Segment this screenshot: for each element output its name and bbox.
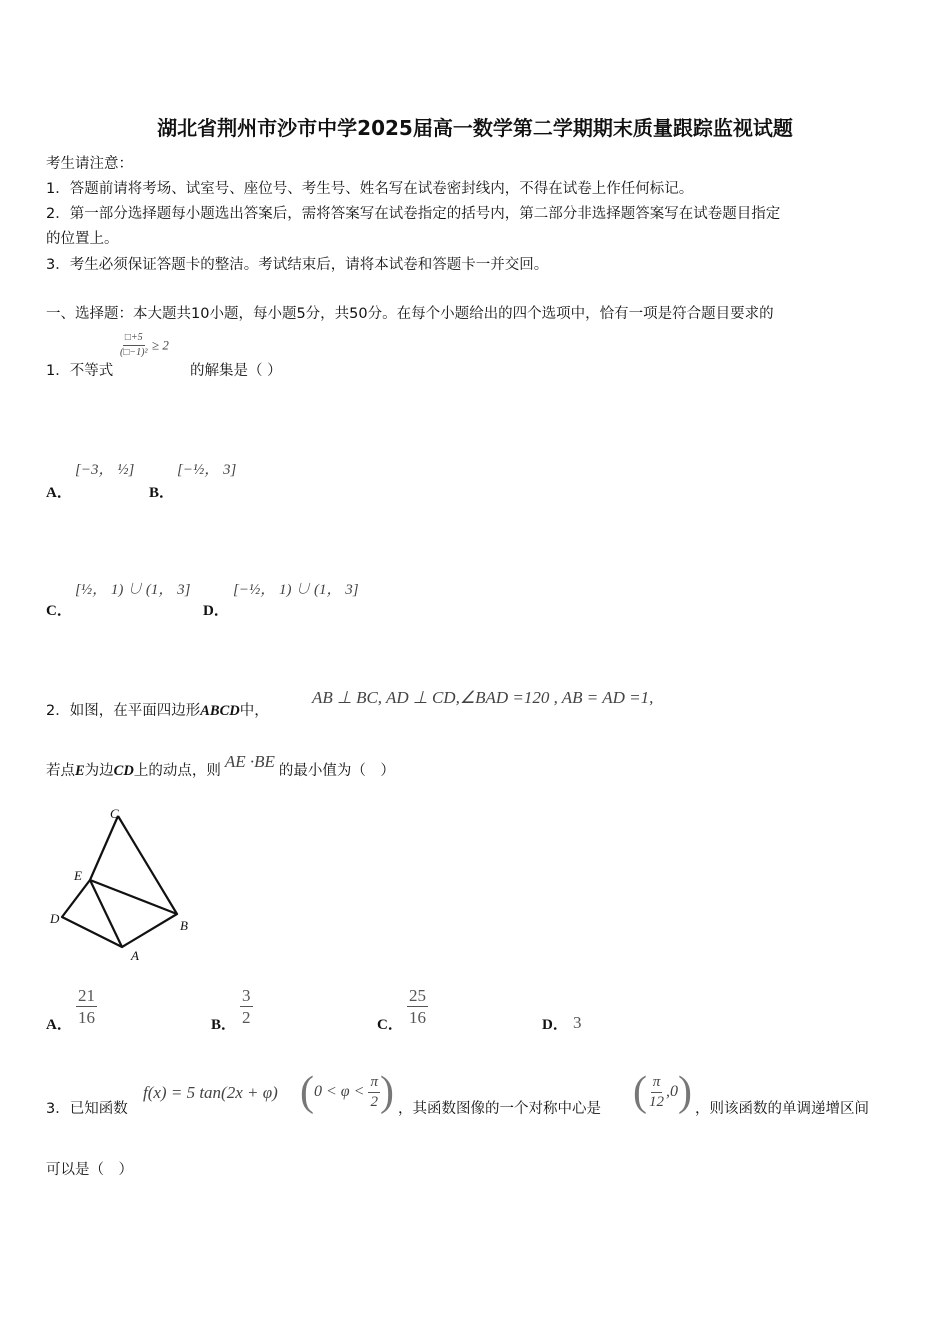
q2-line2-a: 若点	[46, 763, 75, 779]
q1-ineq-rhs: ≥ 2	[151, 337, 169, 353]
q1-ineq-numerator: □+5	[123, 333, 145, 346]
label-a: A	[131, 948, 139, 963]
q2-option-c-value	[407, 987, 428, 1026]
q3-cond-left: 0 < φ <	[314, 1083, 365, 1100]
q2-line1-mid: 中，	[239, 703, 269, 719]
q1-option-b-value: [−½， 3]	[177, 462, 237, 478]
q3-center-num: π	[651, 1075, 663, 1093]
q3-center-close-paren: )	[678, 1069, 692, 1115]
q1-ineq-denominator: (□−1)²	[120, 347, 148, 358]
q3-cond-close-paren: )	[379, 1069, 394, 1115]
q1-option-d-value: [−½， 1) ∪ (1， 3]	[233, 582, 359, 598]
q1-prefix: 1．不等式	[46, 363, 114, 379]
label-c: C	[110, 806, 119, 821]
q2-option-b-den: 2	[242, 1008, 251, 1027]
q2-edge-cd: CD	[113, 763, 134, 779]
q2-option-a-num: 21	[78, 986, 95, 1005]
section-heading: 一、选择题：本大题共10小题，每小题5分，共50分。在每个小题给出的四个选项中，恰有一项是符合题目要求的	[46, 306, 774, 322]
q3-center	[633, 1071, 692, 1113]
q3-function: f(x) = 5 tan(2x + φ)	[143, 1083, 278, 1102]
label-b: B	[180, 918, 188, 933]
q1-option-a-value: [−3， ½]	[75, 462, 135, 478]
q2-option-a-letter: A．	[46, 1017, 72, 1033]
q2-option-c-num: 25	[409, 986, 426, 1005]
q3-line2: 可以是（ ）	[46, 1162, 133, 1178]
q2-option-b-letter: B．	[211, 1017, 237, 1033]
q3-mid: ，其函数图像的一个对称中心是	[398, 1101, 601, 1117]
q3-prefix: 3．已知函数	[46, 1101, 128, 1117]
q2-option-d-letter: D．	[542, 1017, 568, 1033]
q3-suffix: ，则该函数的单调递增区间	[695, 1101, 869, 1117]
q1-option-d-letter: D．	[203, 603, 229, 619]
q3-condition	[300, 1071, 394, 1113]
q2-line2	[46, 752, 395, 780]
q2-abcd: ABCD	[200, 703, 240, 719]
q2-line2-d: 的最小值为（ ）	[278, 763, 395, 779]
q3-cond-den: 2	[370, 1093, 378, 1110]
q2-dot-product: AE ·BE	[224, 752, 275, 771]
q1-suffix: 的解集是（ ）	[190, 363, 282, 379]
q1-option-b-letter: B．	[149, 485, 175, 501]
q2-line2-b: 为边	[84, 763, 114, 779]
q2-option-d-value: 3	[573, 1013, 582, 1032]
label-d: D	[50, 911, 60, 926]
notice-item-2-cont: 的位置上。	[46, 231, 119, 247]
q2-option-a-value	[76, 987, 97, 1026]
q2-point-e: E	[75, 763, 85, 779]
q1-inequality	[118, 333, 169, 358]
q2-line1-prefix: 2．如图，在平面四边形	[46, 703, 201, 719]
q3-cond-open-paren: (	[300, 1069, 314, 1115]
notice-heading: 考生请注意：	[46, 156, 133, 172]
label-e: E	[74, 868, 82, 883]
q1-option-c-letter: C．	[46, 603, 72, 619]
q2-option-b-value	[240, 987, 253, 1026]
q2-conditions: AB ⊥ BC, AD ⊥ CD,∠BAD =120 , AB = AD =1,	[312, 688, 654, 707]
q3-center-den: 12	[649, 1093, 664, 1110]
notice-item-2: 2．第一部分选择题每小题选出答案后，需将答案写在试卷指定的括号内，第二部分非选择题答案写在试卷题目指定	[46, 206, 781, 222]
q3-center-open-paren: (	[633, 1069, 647, 1115]
q2-line2-c: 上的动点，则	[133, 763, 221, 779]
q2-line1	[46, 699, 269, 720]
q3-center-tail: ,0	[666, 1083, 678, 1100]
notice-item-1: 1．答题前请将考场、试室号、座位号、考生号、姓名写在试卷密封线内，不得在试卷上作任何标记。	[46, 181, 694, 197]
q1-option-c-value: [½， 1) ∪ (1， 3]	[75, 582, 191, 598]
q2-option-c-letter: C．	[377, 1017, 403, 1033]
page-title: 湖北省荆州市沙市中学2025届高一数学第二学期期末质量跟踪监视试题	[157, 116, 793, 140]
quadrilateral-figure	[40, 800, 210, 970]
q1-option-a-letter: A．	[46, 485, 72, 501]
q2-option-c-den: 16	[409, 1008, 426, 1027]
notice-item-3: 3．考生必须保证答题卡的整洁。考试结束后，请将本试卷和答题卡一并交回。	[46, 257, 549, 273]
q2-option-b-num: 3	[242, 986, 251, 1005]
q3-cond-num: π	[368, 1075, 380, 1093]
q2-option-a-den: 16	[78, 1008, 95, 1027]
